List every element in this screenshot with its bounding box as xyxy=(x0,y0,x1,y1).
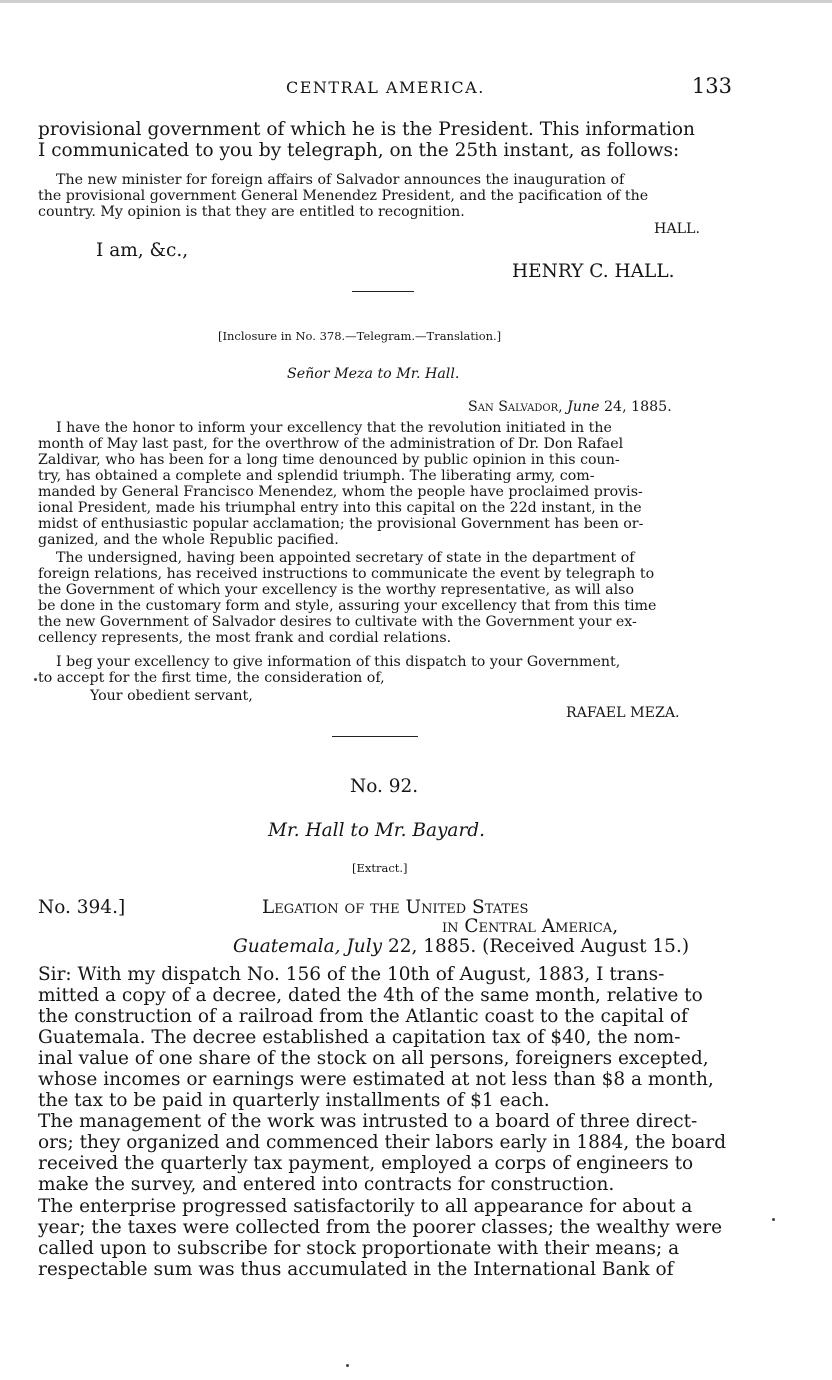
telegram-signature: HALL. xyxy=(654,221,700,237)
document-number: No. 92. xyxy=(350,776,419,797)
inclosure-p1-line: midst of enthusiastic popular acclamation; the provisional Government has been or- xyxy=(38,516,644,532)
inclosure-signature: RAFAEL MEZA. xyxy=(566,705,680,721)
section-divider xyxy=(352,291,414,292)
body-p2-line: make the survey, and entered into contracts for construction. xyxy=(38,1174,615,1195)
inclosure-closing: Your obedient servant, xyxy=(90,688,253,704)
body-p3-line: respectable sum was thus accumulated in the International Bank of xyxy=(38,1259,674,1280)
inclosure-p2-line: be done in the customary form and style, assuring your excellency that from this time xyxy=(38,598,657,614)
body-p2-line: The management of the work was intrusted to a board of three direct- xyxy=(38,1111,698,1132)
inclosure-p1-line: ional President, made his triumphal entry into this capital on the 22d instant, in the xyxy=(38,500,642,516)
intro-line-1: provisional government of which he is the President. This information xyxy=(38,119,695,140)
inclosure-heading: [Inclosure in No. 378.—Telegram.—Translation.] xyxy=(218,329,502,343)
inclosure-p1-line: month of May last past, for the overthrow of the administration of Dr. Don Rafael xyxy=(38,436,624,452)
inclosure-p2-line: the Government of which your excellency is the worthy representative, as will also xyxy=(38,582,634,598)
dateline-rest: 22, 1885. (Received August 15.) xyxy=(387,936,690,957)
telegram-quote-line-2: the provisional government General Menendez President, and the pacification of the xyxy=(38,188,649,204)
body-p1-line: Guatemala. The decree established a capitation tax of $40, the nom- xyxy=(38,1027,681,1048)
scan-speck xyxy=(34,678,37,681)
body-p3-line: year; the taxes were collected from the poorer classes; the wealthy were xyxy=(38,1217,723,1238)
body-p3-line: The enterprise progressed satisfactorily to all appearance for about a xyxy=(38,1196,693,1217)
dispatch-number: No. 394.] xyxy=(38,897,126,918)
body-p3-line: called upon to subscribe for stock proportionate with their means; a xyxy=(38,1238,680,1259)
telegram-quote-line-1: The new minister for foreign affairs of Salvador announces the inauguration of xyxy=(56,172,625,188)
extract-note: [Extract.] xyxy=(352,861,408,875)
telegram-quote-line-3: country. My opinion is that they are entitled to recognition. xyxy=(38,204,465,220)
inclosure-p2-line: The undersigned, having been appointed secretary of state in the department of xyxy=(56,550,635,566)
body-p2-line: received the quarterly tax payment, employed a corps of engineers to xyxy=(38,1153,694,1174)
inclosure-dateline xyxy=(468,399,672,415)
body-p1-line: inal value of one share of the stock on all persons, foreigners excepted, xyxy=(38,1048,709,1069)
document-dateline xyxy=(233,936,689,957)
inclosure-p1-line: manded by General Francisco Menendez, whom the people have proclaimed provis- xyxy=(38,484,643,500)
body-p1-line: the construction of a railroad from the Atlantic coast to the capital of xyxy=(38,1006,688,1027)
closing-salutation: I am, &c., xyxy=(96,240,189,261)
inclosure-p2-line: cellency represents, the most frank and cordial relations. xyxy=(38,630,452,646)
legation-line-2: in Central America, xyxy=(442,916,619,937)
dateline-rest: 24, 1885. xyxy=(604,399,672,415)
inclosure-p3-line: to accept for the first time, the consideration of, xyxy=(38,670,385,686)
body-p1-line: mitted a copy of a decree, dated the 4th of the same month, relative to xyxy=(38,985,703,1006)
dateline-month: June xyxy=(567,399,600,415)
body-p1-line: Sir: With my dispatch No. 156 of the 10th of August, 1883, I trans- xyxy=(38,964,665,985)
inclosure-p1-line: I have the honor to inform your excellency that the revolution initiated in the xyxy=(56,420,612,436)
legation-line-1: Legation of the United States xyxy=(262,897,529,918)
inclosure-p1-line: try, has obtained a complete and splendid triumph. The liberating army, com- xyxy=(38,468,595,484)
document-title: Mr. Hall to Mr. Bayard. xyxy=(268,820,486,841)
body-p1-line: the tax to be paid in quarterly installments of $1 each. xyxy=(38,1090,550,1111)
page-header xyxy=(38,74,732,104)
inclosure-p2-line: foreign relations, has received instructions to communicate the event by telegraph to xyxy=(38,566,655,582)
dateline-place: San Salvador, xyxy=(468,399,563,415)
closing-signature: HENRY C. HALL. xyxy=(512,261,675,282)
inclosure-title: Señor Meza to Mr. Hall. xyxy=(287,366,460,382)
page-top-edge xyxy=(0,0,832,3)
scan-speck xyxy=(772,1218,775,1221)
running-title: CENTRAL AMERICA. xyxy=(286,78,485,97)
inclosure-p3-line: I beg your excellency to give information of this dispatch to your Government, xyxy=(56,654,621,670)
inclosure-p1-line: Zaldivar, who has been for a long time denounced by public opinion in this coun- xyxy=(38,452,620,468)
page-number: 133 xyxy=(691,74,732,98)
section-divider xyxy=(332,736,418,737)
scan-speck xyxy=(346,1364,349,1367)
intro-line-2: I communicated to you by telegraph, on the 25th instant, as follows: xyxy=(38,140,680,161)
inclosure-p1-line: ganized, and the whole Republic pacified. xyxy=(38,532,339,548)
inclosure-p2-line: the new Government of Salvador desires to cultivate with the Government your ex- xyxy=(38,614,637,630)
body-p2-line: ors; they organized and commenced their labors early in 1884, the board xyxy=(38,1132,727,1153)
dateline-place: Guatemala, July xyxy=(233,936,383,957)
body-p1-line: whose incomes or earnings were estimated at not less than $8 a month, xyxy=(38,1069,714,1090)
